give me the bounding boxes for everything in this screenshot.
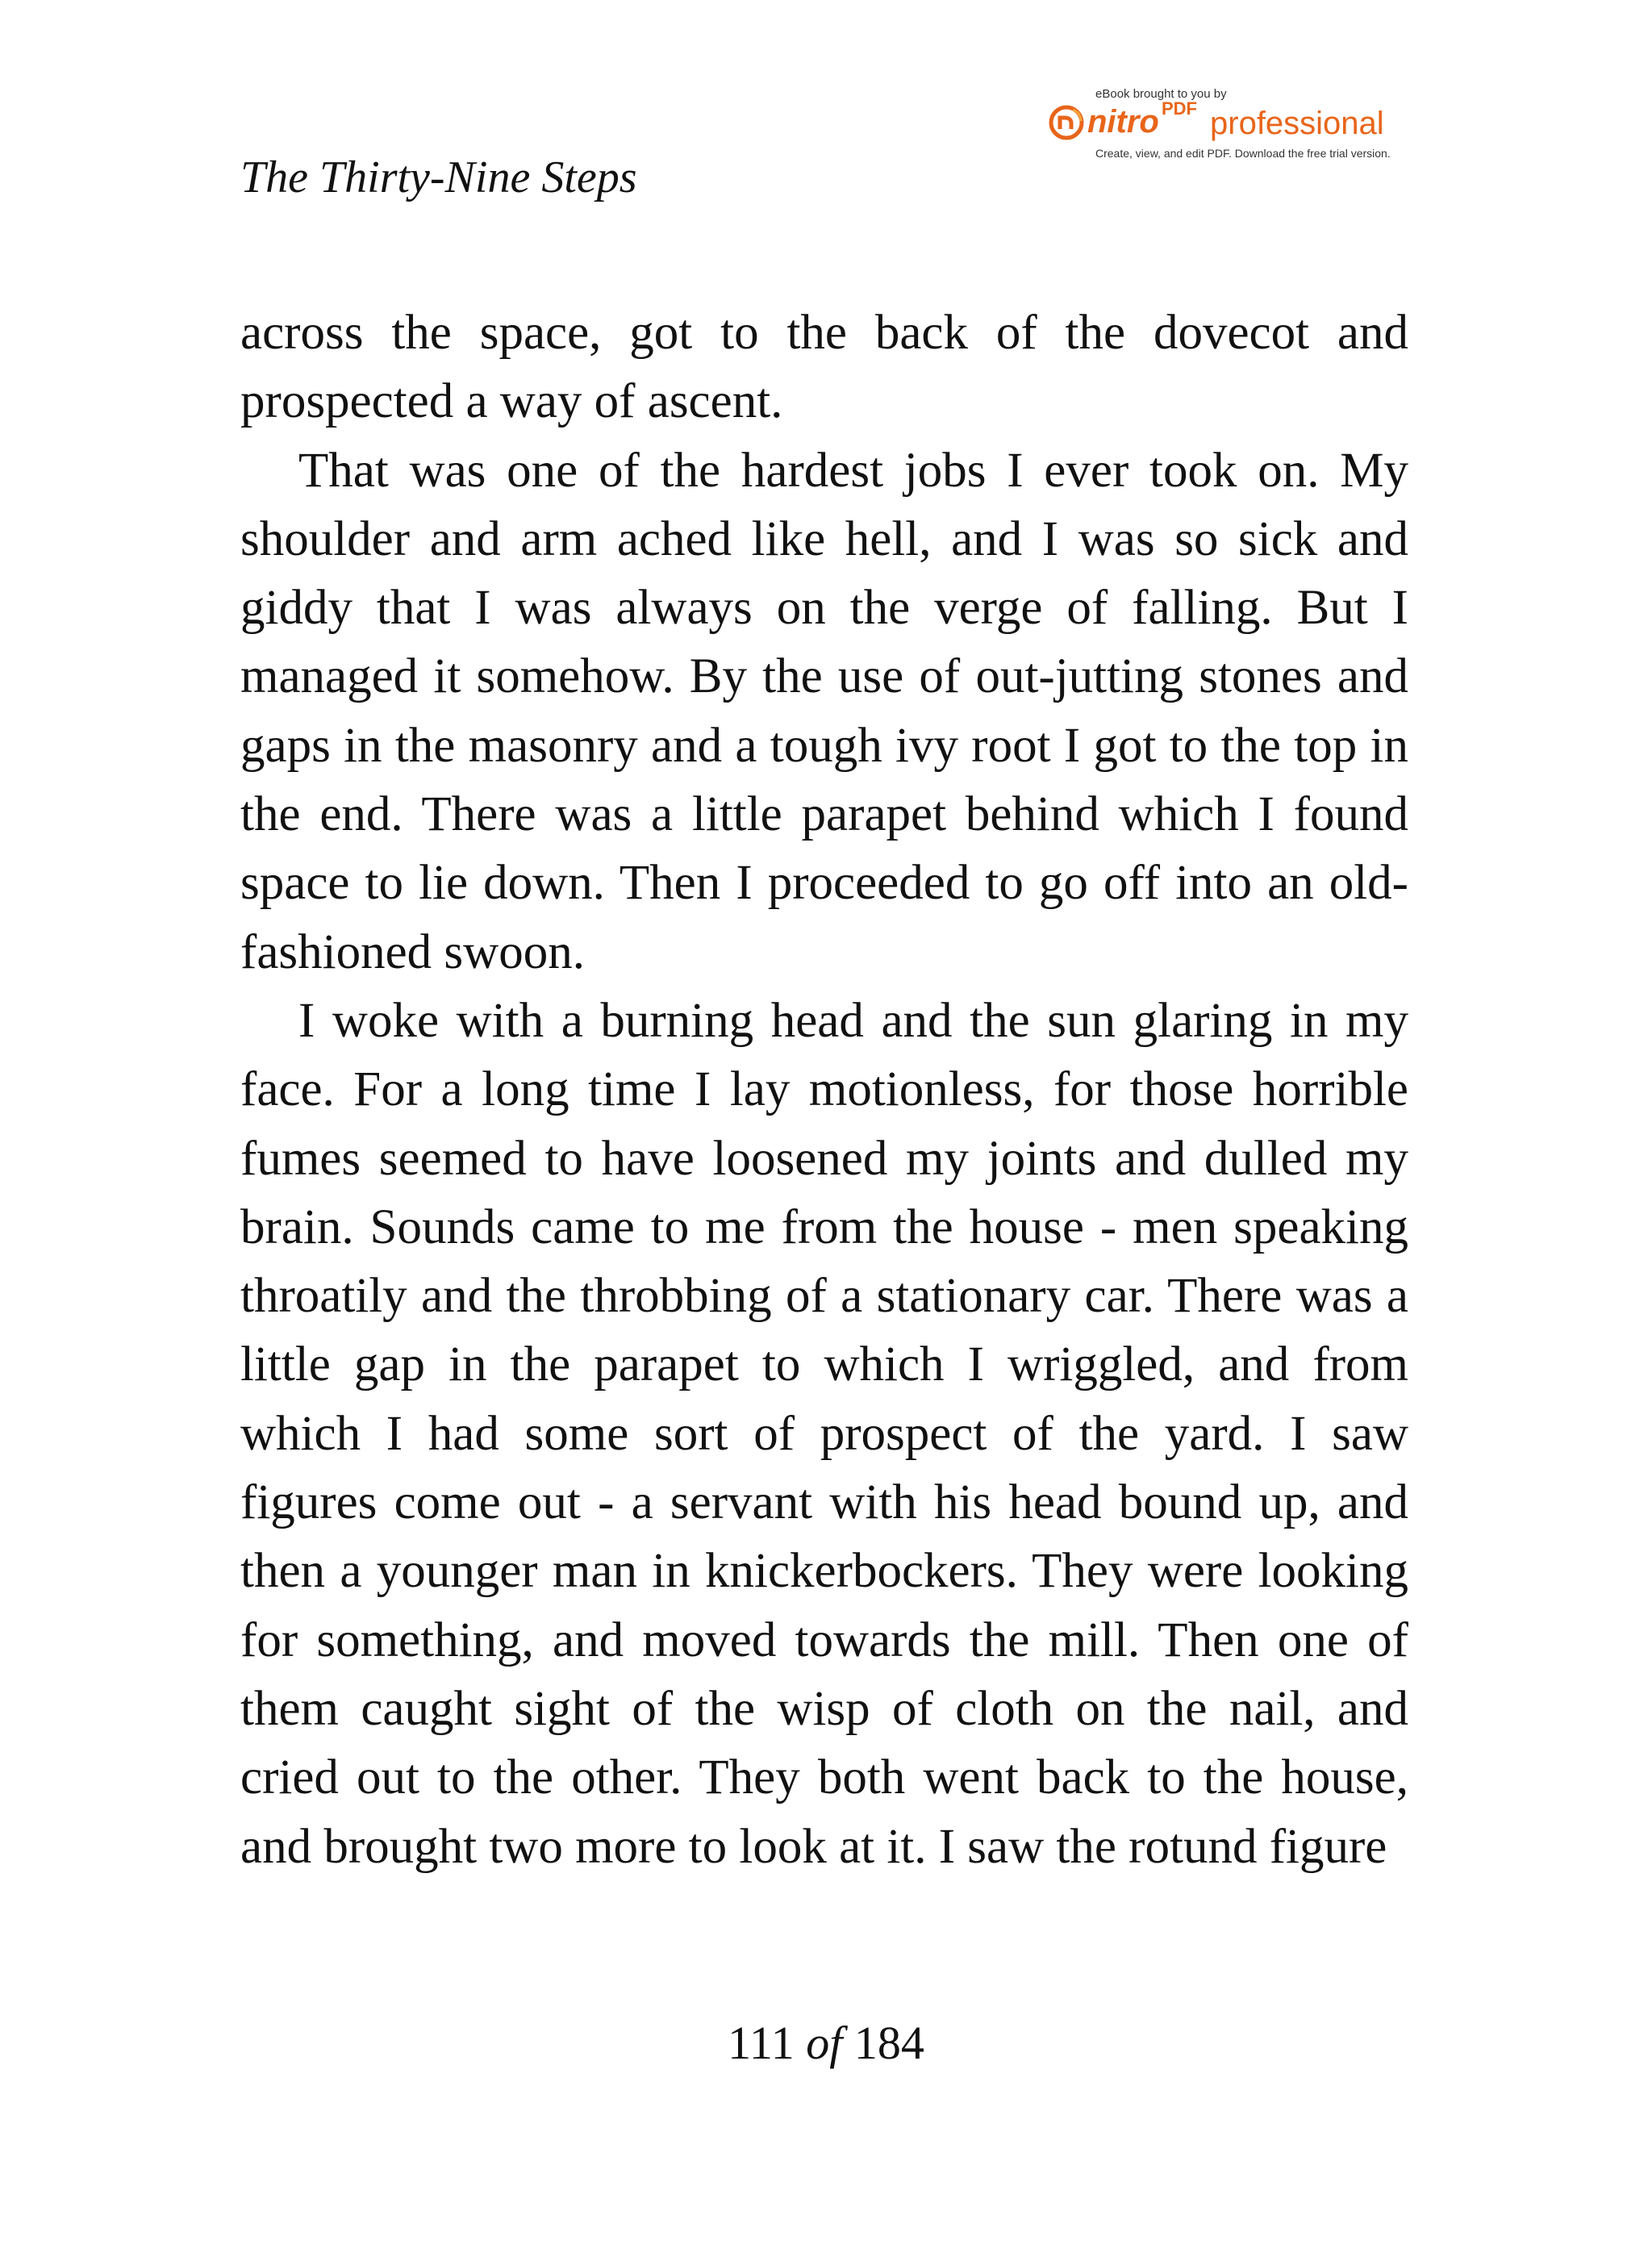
- body-text: [240, 298, 1408, 1881]
- paragraph: I woke with a burning head and the sun glaring in my face. For a long time I lay motionless, for those horrible fumes seemed to have loosened my joints and dulled my brain. Sounds came to me from the house - men speaking throatily and the throbbing of a stationary car. There was a little gap in the parapet to which I wriggled, and from which I had some sort of prospect of the yard. I saw figures come out - a servant with his head bound up, and then a younger man in knickerbockers. They were looking for something, and moved towards the mill. Then one of them caught sight of the wisp of cloth on the nail, and cried out to the other. They both went back to the house, and brought two more to look at it. I saw the rotund figure: [240, 993, 1408, 1874]
- promo-top-line: eBook brought to you by: [1095, 87, 1227, 101]
- promo-brand-superscript: PDF: [1162, 98, 1197, 119]
- nitro-promo-banner[interactable]: [1049, 87, 1420, 168]
- current-page: 111: [728, 2017, 795, 2069]
- promo-brand: nitro: [1087, 104, 1159, 140]
- promo-product: professional: [1210, 106, 1384, 141]
- promo-bottom-line: Create, view, and edit PDF. Download the free trial version.: [1095, 147, 1391, 160]
- total-pages: 184: [853, 2017, 924, 2069]
- paragraph: across the space, got to the back of the dovecot and prospected a way of ascent.: [240, 306, 1408, 429]
- nitro-logo-icon: [1049, 105, 1084, 140]
- running-title: The Thirty-Nine Steps: [240, 152, 637, 202]
- page-of-label: of: [806, 2017, 843, 2069]
- paragraph: That was one of the hardest jobs I ever took on. My shoulder and arm ached like hell, and I was so sick and giddy that I was always on the verge of falling. But I managed it somehow. By the use of out-jutting stones and gaps in the masonry and a tough ivy root I got to the top in the end. There was a little parapet behind which I found space to lie down. Then I proceeded to go off into an old-fashioned swoon.: [240, 443, 1408, 979]
- page-number: [0, 2017, 1652, 2070]
